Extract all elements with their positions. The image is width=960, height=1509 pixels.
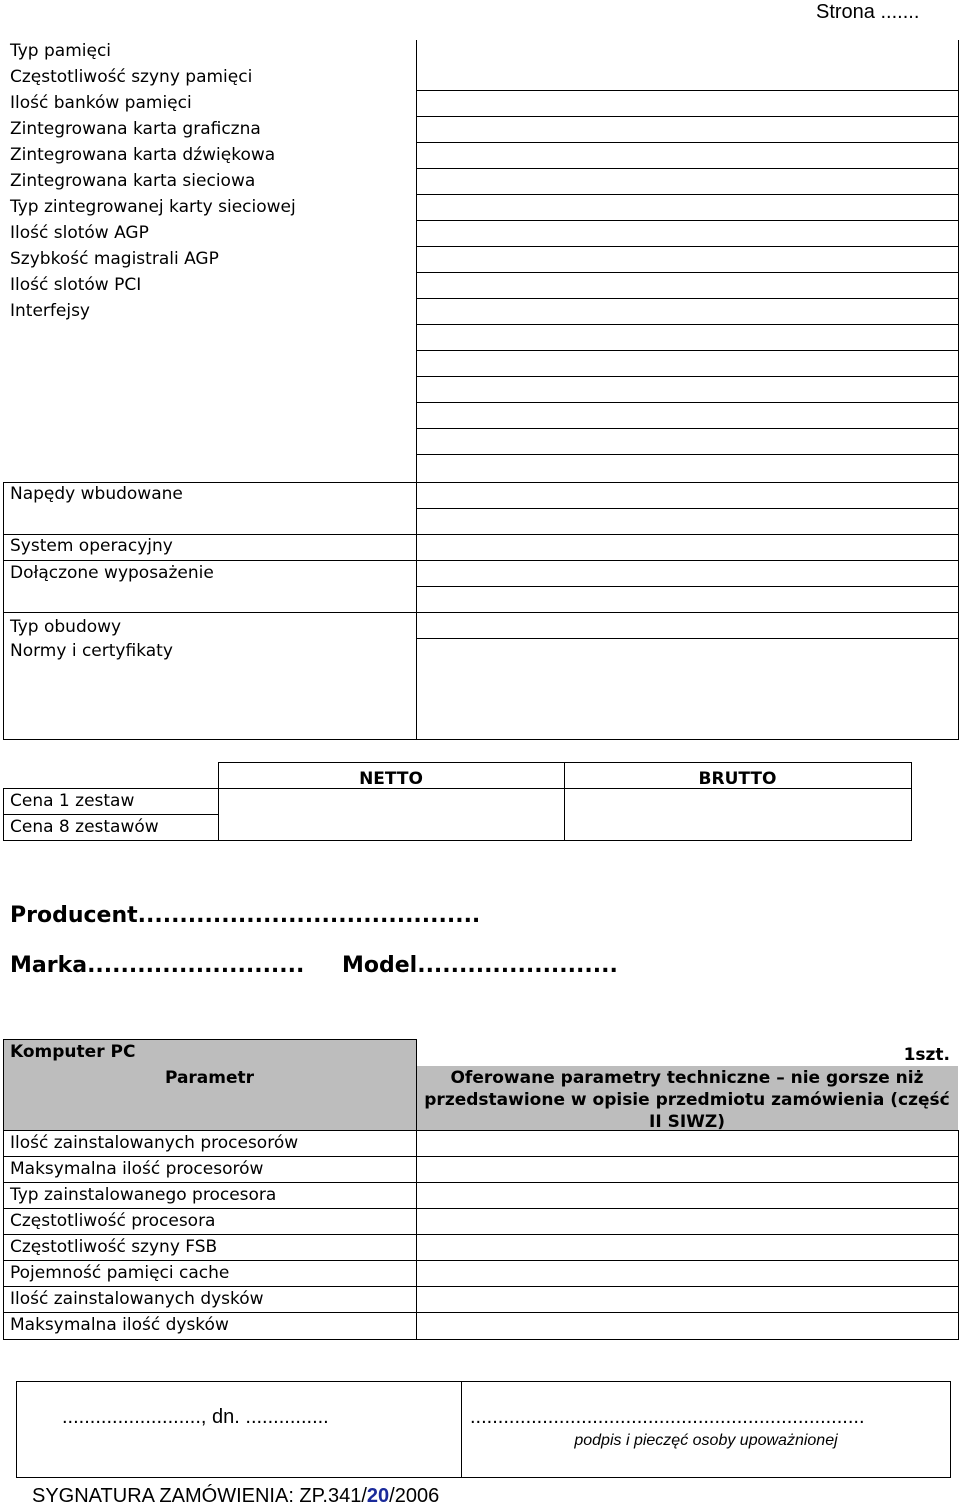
- label-czestotliwosc-szyny-pamieci: Częstotliwość szyny pamięci: [10, 67, 253, 87]
- table-title: Komputer PC: [10, 1042, 136, 1062]
- label-ilosc-zainstalowanych-dyskow: Ilość zainstalowanych dysków: [10, 1289, 264, 1309]
- label-maksymalna-ilosc-dyskow: Maksymalna ilość dysków: [10, 1315, 229, 1335]
- page-number-label: Strona .......: [816, 1, 920, 23]
- label-ilosc-zainstalowanych-procesorow: Ilość zainstalowanych procesorów: [10, 1133, 299, 1153]
- label-normy-i-certyfikaty: Normy i certyfikaty: [10, 641, 173, 661]
- label-dolaczone-wyposazenie: Dołączone wyposażenie: [10, 563, 214, 583]
- place-date-line: ........................., dn. ...............: [62, 1406, 329, 1428]
- label-typ-zainstalowanego-procesora: Typ zainstalowanego procesora: [10, 1185, 277, 1205]
- signature-caption: podpis i pieczęć osoby upoważnionej: [574, 1432, 838, 1449]
- netto-header: NETTO: [359, 769, 423, 789]
- label-maksymalna-ilosc-procesorow: Maksymalna ilość procesorów: [10, 1159, 264, 1179]
- quantity-label: 1szt.: [903, 1045, 950, 1065]
- order-signature-prefix: SYGNATURA ZAMÓWIENIA: ZP.341/: [32, 1485, 367, 1507]
- signature-dots: .......................................................................: [470, 1406, 865, 1428]
- label-typ-obudowy: Typ obudowy: [10, 617, 122, 637]
- label-szybkosc-magistrali-agp: Szybkość magistrali AGP: [10, 249, 219, 269]
- label-czestotliwosc-procesora: Częstotliwość procesora: [10, 1211, 216, 1231]
- label-system-operacyjny: System operacyjny: [10, 536, 173, 556]
- label-ilosc-slotow-agp: Ilość slotów AGP: [10, 223, 149, 243]
- label-czestotliwosc-szyny-fsb: Częstotliwość szyny FSB: [10, 1237, 218, 1257]
- label-interfejsy: Interfejsy: [10, 301, 90, 321]
- order-signature: [32, 1484, 439, 1508]
- order-signature-suffix: /2006: [389, 1485, 440, 1507]
- offer-header: Oferowane parametry techniczne – nie gorsze niż przedstawione w opisie przedmiotu zamówienia (część II SIWZ): [424, 1068, 950, 1132]
- brutto-header: BRUTTO: [698, 769, 777, 789]
- order-signature-number: 20: [366, 1485, 390, 1507]
- label-typ-karty-sieciowej: Typ zintegrowanej karty sieciowej: [10, 197, 296, 217]
- brand-line: Marka..........................: [10, 953, 305, 978]
- label-zintegrowana-karta-dzwiekowa: Zintegrowana karta dźwiękowa: [10, 145, 276, 165]
- label-ilosc-slotow-pci: Ilość slotów PCI: [10, 275, 142, 295]
- label-zintegrowana-karta-sieciowa: Zintegrowana karta sieciowa: [10, 171, 256, 191]
- label-typ-pamieci: Typ pamięci: [10, 41, 112, 61]
- param-header: Parametr: [164, 1068, 255, 1088]
- label-zintegrowana-karta-graficzna: Zintegrowana karta graficzna: [10, 119, 261, 139]
- label-ilosc-bankow-pamieci: Ilość banków pamięci: [10, 93, 192, 113]
- label-napedy-wbudowane: Napędy wbudowane: [10, 484, 183, 504]
- label-pojemnosc-pamieci-cache: Pojemność pamięci cache: [10, 1263, 230, 1283]
- label-cena-8-zestawow: Cena 8 zestawów: [10, 817, 159, 837]
- model-line: Model........................: [342, 953, 618, 978]
- label-cena-1-zestaw: Cena 1 zestaw: [10, 791, 135, 811]
- producer-line: Producent.........................................: [10, 903, 481, 928]
